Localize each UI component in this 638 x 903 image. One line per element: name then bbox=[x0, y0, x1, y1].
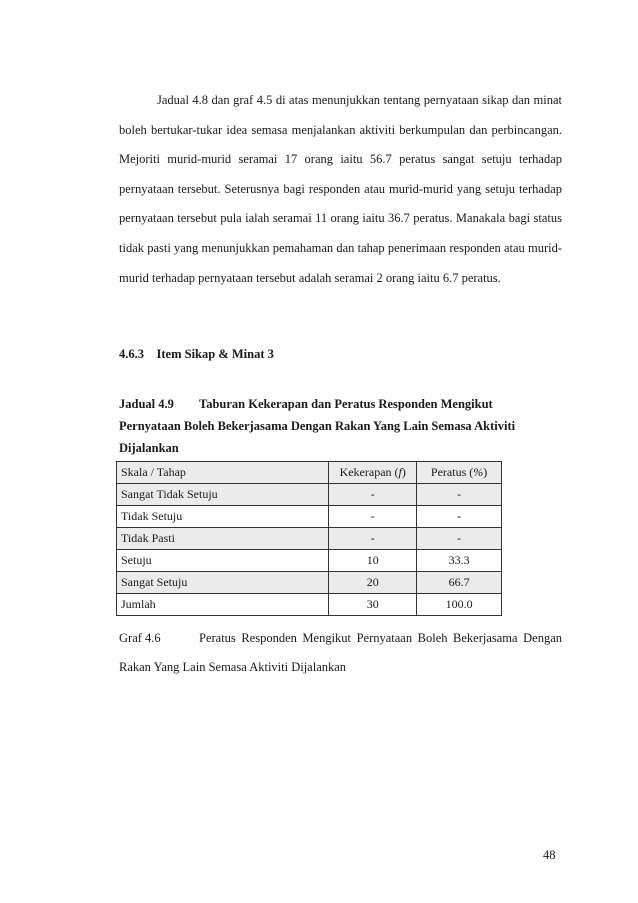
graph-caption-number: Graf 4.6 bbox=[119, 631, 161, 645]
table-row bbox=[117, 550, 502, 572]
row-percent: 100.0 bbox=[417, 594, 502, 616]
row-label: Tidak Pasti bbox=[117, 528, 329, 550]
row-percent: - bbox=[417, 528, 502, 550]
row-label: Tidak Setuju bbox=[117, 506, 329, 528]
row-frequency: - bbox=[329, 528, 417, 550]
page-number: 48 bbox=[543, 848, 556, 862]
row-frequency: - bbox=[329, 484, 417, 506]
row-label: Sangat Tidak Setuju bbox=[117, 484, 329, 506]
row-percent: 33.3 bbox=[417, 550, 502, 572]
table-row bbox=[117, 572, 502, 594]
graph-caption bbox=[119, 624, 562, 682]
body-paragraph bbox=[119, 86, 562, 293]
table-row bbox=[117, 506, 502, 528]
frequency-table bbox=[116, 461, 502, 616]
row-percent: 66.7 bbox=[417, 572, 502, 594]
graph-caption-title: Peratus Responden Mengikut Pernyataan Boleh Bekerjasama Dengan Rakan Yang Lain Semasa Aktiviti Dijalankan bbox=[119, 631, 562, 674]
table-caption-number: Jadual 4.9 bbox=[119, 397, 174, 411]
table-caption bbox=[119, 393, 539, 459]
row-label: Sangat Setuju bbox=[117, 572, 329, 594]
section-title: Item Sikap & Minat 3 bbox=[156, 347, 274, 361]
row-label: Setuju bbox=[117, 550, 329, 572]
body-paragraph-text: Jadual 4.8 dan graf 4.5 di atas menunjukkan tentang pernyataan sikap dan minat boleh bertukar-tukar idea semasa menjalankan aktiviti berkumpulan dan perbincangan. Mejoriti murid-murid seramai 17 orang iaitu 56.7 peratus sangat setuju terhadap pernyataan tersebut. Seterusnya bagi responden atau murid-murid yang setuju terhadap pernyataan tersebut pula ialah seramai 11 orang iaitu 36.7 peratus. Manakala bagi status tidak pasti yang menunjukkan pemahaman dan tahap penerimaan responden atau murid-murid terhadap pernyataan tersebut adalah seramai 2 orang iaitu 6.7 peratus. bbox=[119, 93, 562, 285]
row-percent: - bbox=[417, 506, 502, 528]
table-row bbox=[117, 528, 502, 550]
row-frequency: 30 bbox=[329, 594, 417, 616]
row-percent: - bbox=[417, 484, 502, 506]
header-frequency: Kekerapan (f) bbox=[329, 462, 417, 484]
row-label: Jumlah bbox=[117, 594, 329, 616]
section-heading bbox=[119, 347, 274, 362]
table-header-row bbox=[117, 462, 502, 484]
row-frequency: 20 bbox=[329, 572, 417, 594]
row-frequency: 10 bbox=[329, 550, 417, 572]
table-caption-title: Taburan Kekerapan dan Peratus Responden Mengikut Pernyataan Boleh Bekerjasama Dengan Rakan Yang Lain Semasa Aktiviti Dijalankan bbox=[119, 397, 516, 455]
section-number: 4.6.3 bbox=[119, 347, 144, 361]
header-scale: Skala / Tahap bbox=[117, 462, 329, 484]
table-total-row bbox=[117, 594, 502, 616]
header-percent: Peratus (%) bbox=[417, 462, 502, 484]
table-row bbox=[117, 484, 502, 506]
row-frequency: - bbox=[329, 506, 417, 528]
